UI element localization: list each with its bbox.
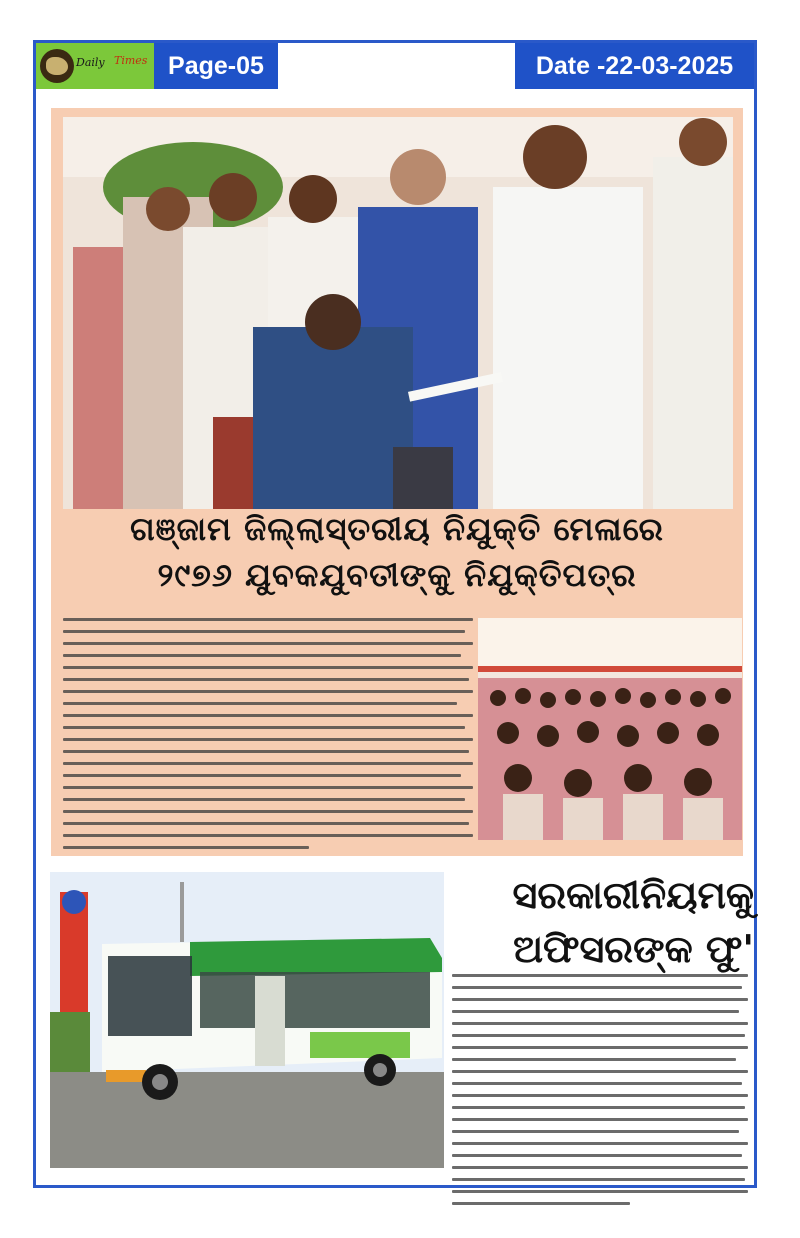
bus-photo — [50, 872, 444, 1168]
newspaper-logo — [36, 43, 154, 89]
story2-headline-line-2: ଅଫିସରଙ୍କ ଫୁ' — [513, 927, 754, 971]
page-header — [36, 43, 754, 89]
crowd-photo — [478, 618, 742, 840]
crowd-photo-illustration — [478, 618, 742, 840]
story-body-text — [63, 618, 473, 854]
logo-word-2: Times — [114, 54, 148, 67]
headline-line-2: ୨୯୭୬ ଯୁବକଯୁବତୀଙ୍କୁ ନିଯୁକ୍ତିପତ୍ର — [157, 556, 637, 594]
job-fair-photo — [63, 117, 733, 509]
job-fair-photo-illustration — [63, 117, 733, 509]
issue-date: Date -22-03-2025 — [515, 43, 754, 89]
story2-body-text — [452, 974, 748, 1174]
story-headline — [51, 506, 743, 598]
headline-line-1: ଗଞ୍ଜାମ ଜିଲ୍ଲାସ୍ତରୀୟ ନିଯୁକ୍ତି ମେଳାରେ — [130, 510, 664, 548]
page-number: Page-05 — [154, 43, 278, 89]
story2-headline — [452, 868, 754, 976]
logo-word-1: Daily — [76, 56, 105, 69]
story-job-fair — [51, 108, 743, 856]
bus-photo-illustration — [50, 872, 444, 1168]
story2-headline-line-1: ସରକାରୀନିୟମକୁ — [512, 873, 754, 917]
logo-emblem-icon — [40, 49, 74, 83]
